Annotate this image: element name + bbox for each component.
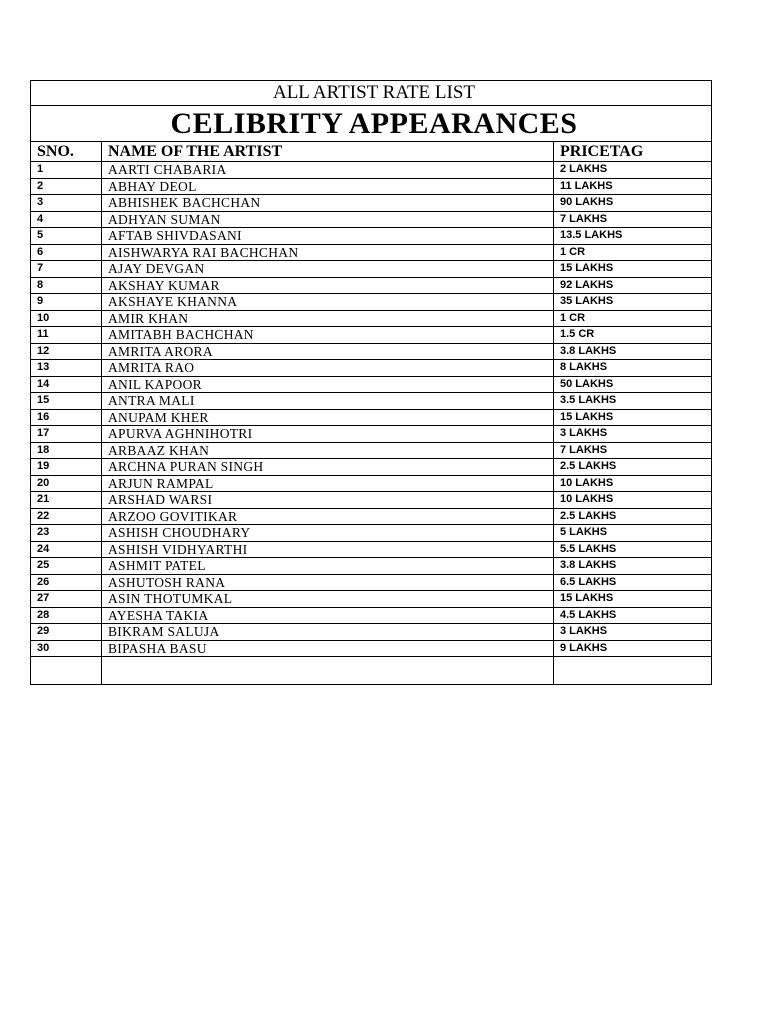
cell-artist-name: ASHMIT PATEL <box>102 558 554 575</box>
cell-sno: 29 <box>31 624 102 641</box>
cell-pricetag: 7 LAKHS <box>554 442 712 459</box>
cell-pricetag: 50 LAKHS <box>554 376 712 393</box>
cell-pricetag: 3.5 LAKHS <box>554 393 712 410</box>
table-row <box>31 624 712 641</box>
cell-artist-name: APURVA AGHNIHOTRI <box>102 426 554 443</box>
cell-artist-name: ANUPAM KHER <box>102 409 554 426</box>
table-row <box>31 492 712 509</box>
table-row <box>31 178 712 195</box>
cell-pricetag: 5.5 LAKHS <box>554 541 712 558</box>
cell-sno: 10 <box>31 310 102 327</box>
cell-sno: 13 <box>31 360 102 377</box>
cell-pricetag: 3 LAKHS <box>554 624 712 641</box>
cell-pricetag: 11 LAKHS <box>554 178 712 195</box>
cell-artist-name: ARCHNA PURAN SINGH <box>102 459 554 476</box>
cell-pricetag: 90 LAKHS <box>554 195 712 212</box>
cell-pricetag: 10 LAKHS <box>554 475 712 492</box>
cell-pricetag: 9 LAKHS <box>554 640 712 657</box>
cell-artist-name: ARJUN RAMPAL <box>102 475 554 492</box>
cell-sno: 22 <box>31 508 102 525</box>
cell-sno: 16 <box>31 409 102 426</box>
cell-sno: 15 <box>31 393 102 410</box>
cell-sno: 21 <box>31 492 102 509</box>
cell-artist-name: AMIR KHAN <box>102 310 554 327</box>
cell-sno: 3 <box>31 195 102 212</box>
table-row <box>31 162 712 179</box>
table-row <box>31 640 712 657</box>
cell-artist-name: ABHAY DEOL <box>102 178 554 195</box>
table-row <box>31 195 712 212</box>
cell-artist-name: BIKRAM SALUJA <box>102 624 554 641</box>
cell-artist-name: BIPASHA BASU <box>102 640 554 657</box>
cell-pricetag: 7 LAKHS <box>554 211 712 228</box>
cell-pricetag: 6.5 LAKHS <box>554 574 712 591</box>
empty-cell <box>554 657 712 685</box>
cell-pricetag: 35 LAKHS <box>554 294 712 311</box>
cell-pricetag: 1.5 CR <box>554 327 712 344</box>
cell-sno: 19 <box>31 459 102 476</box>
cell-sno: 7 <box>31 261 102 278</box>
header-row <box>31 142 712 162</box>
table-row <box>31 591 712 608</box>
document-subtitle: ALL ARTIST RATE LIST <box>31 81 712 106</box>
cell-pricetag: 2 LAKHS <box>554 162 712 179</box>
cell-sno: 4 <box>31 211 102 228</box>
cell-pricetag: 92 LAKHS <box>554 277 712 294</box>
cell-sno: 5 <box>31 228 102 245</box>
cell-artist-name: AISHWARYA RAI BACHCHAN <box>102 244 554 261</box>
cell-pricetag: 15 LAKHS <box>554 261 712 278</box>
cell-artist-name: ANIL KAPOOR <box>102 376 554 393</box>
cell-artist-name: AKSHAY KUMAR <box>102 277 554 294</box>
cell-sno: 9 <box>31 294 102 311</box>
cell-sno: 27 <box>31 591 102 608</box>
empty-row <box>31 657 712 685</box>
empty-cell <box>102 657 554 685</box>
cell-artist-name: ANTRA MALI <box>102 393 554 410</box>
cell-pricetag: 2.5 LAKHS <box>554 459 712 476</box>
table-row <box>31 442 712 459</box>
cell-artist-name: ARSHAD WARSI <box>102 492 554 509</box>
cell-artist-name: AMITABH BACHCHAN <box>102 327 554 344</box>
cell-sno: 25 <box>31 558 102 575</box>
cell-sno: 1 <box>31 162 102 179</box>
cell-artist-name: ASHUTOSH RANA <box>102 574 554 591</box>
cell-artist-name: ABHISHEK BACHCHAN <box>102 195 554 212</box>
cell-artist-name: ADHYAN SUMAN <box>102 211 554 228</box>
cell-pricetag: 2.5 LAKHS <box>554 508 712 525</box>
heading-row <box>31 106 712 142</box>
table-row <box>31 244 712 261</box>
cell-pricetag: 4.5 LAKHS <box>554 607 712 624</box>
cell-sno: 20 <box>31 475 102 492</box>
table-row <box>31 574 712 591</box>
cell-sno: 17 <box>31 426 102 443</box>
cell-sno: 18 <box>31 442 102 459</box>
cell-artist-name: ARZOO GOVITIKAR <box>102 508 554 525</box>
table-row <box>31 607 712 624</box>
cell-sno: 6 <box>31 244 102 261</box>
cell-pricetag: 1 CR <box>554 310 712 327</box>
cell-pricetag: 3.8 LAKHS <box>554 558 712 575</box>
cell-sno: 23 <box>31 525 102 542</box>
rate-list-body <box>31 81 712 685</box>
table-row <box>31 261 712 278</box>
cell-pricetag: 1 CR <box>554 244 712 261</box>
table-row <box>31 525 712 542</box>
cell-artist-name: AKSHAYE KHANNA <box>102 294 554 311</box>
table-row <box>31 409 712 426</box>
table-row <box>31 475 712 492</box>
cell-sno: 14 <box>31 376 102 393</box>
empty-cell <box>31 657 102 685</box>
rate-list-table <box>30 80 712 685</box>
cell-artist-name: ARBAAZ KHAN <box>102 442 554 459</box>
table-row <box>31 426 712 443</box>
cell-sno: 8 <box>31 277 102 294</box>
cell-artist-name: ASIN THOTUMKAL <box>102 591 554 608</box>
table-row <box>31 558 712 575</box>
column-header-sno: SNO. <box>31 142 102 162</box>
title-row <box>31 81 712 106</box>
cell-sno: 12 <box>31 343 102 360</box>
table-row <box>31 277 712 294</box>
cell-artist-name: AMRITA RAO <box>102 360 554 377</box>
cell-pricetag: 13.5 LAKHS <box>554 228 712 245</box>
cell-sno: 30 <box>31 640 102 657</box>
cell-sno: 24 <box>31 541 102 558</box>
table-row <box>31 459 712 476</box>
cell-pricetag: 15 LAKHS <box>554 591 712 608</box>
cell-sno: 11 <box>31 327 102 344</box>
table-row <box>31 310 712 327</box>
table-row <box>31 393 712 410</box>
document-title: CELIBRITY APPEARANCES <box>31 106 712 142</box>
cell-artist-name: AARTI CHABARIA <box>102 162 554 179</box>
cell-pricetag: 15 LAKHS <box>554 409 712 426</box>
table-row <box>31 327 712 344</box>
cell-artist-name: AMRITA ARORA <box>102 343 554 360</box>
cell-pricetag: 10 LAKHS <box>554 492 712 509</box>
table-row <box>31 211 712 228</box>
cell-artist-name: ASHISH CHOUDHARY <box>102 525 554 542</box>
table-row <box>31 294 712 311</box>
cell-pricetag: 8 LAKHS <box>554 360 712 377</box>
cell-sno: 26 <box>31 574 102 591</box>
table-row <box>31 541 712 558</box>
column-header-price: PRICETAG <box>554 142 712 162</box>
table-row <box>31 228 712 245</box>
cell-sno: 28 <box>31 607 102 624</box>
cell-artist-name: AFTAB SHIVDASANI <box>102 228 554 245</box>
column-header-name: NAME OF THE ARTIST <box>102 142 554 162</box>
table-row <box>31 343 712 360</box>
cell-artist-name: AJAY DEVGAN <box>102 261 554 278</box>
cell-pricetag: 5 LAKHS <box>554 525 712 542</box>
table-row <box>31 360 712 377</box>
cell-pricetag: 3.8 LAKHS <box>554 343 712 360</box>
cell-pricetag: 3 LAKHS <box>554 426 712 443</box>
cell-artist-name: ASHISH VIDHYARTHI <box>102 541 554 558</box>
cell-sno: 2 <box>31 178 102 195</box>
table-row <box>31 508 712 525</box>
table-row <box>31 376 712 393</box>
cell-artist-name: AYESHA TAKIA <box>102 607 554 624</box>
